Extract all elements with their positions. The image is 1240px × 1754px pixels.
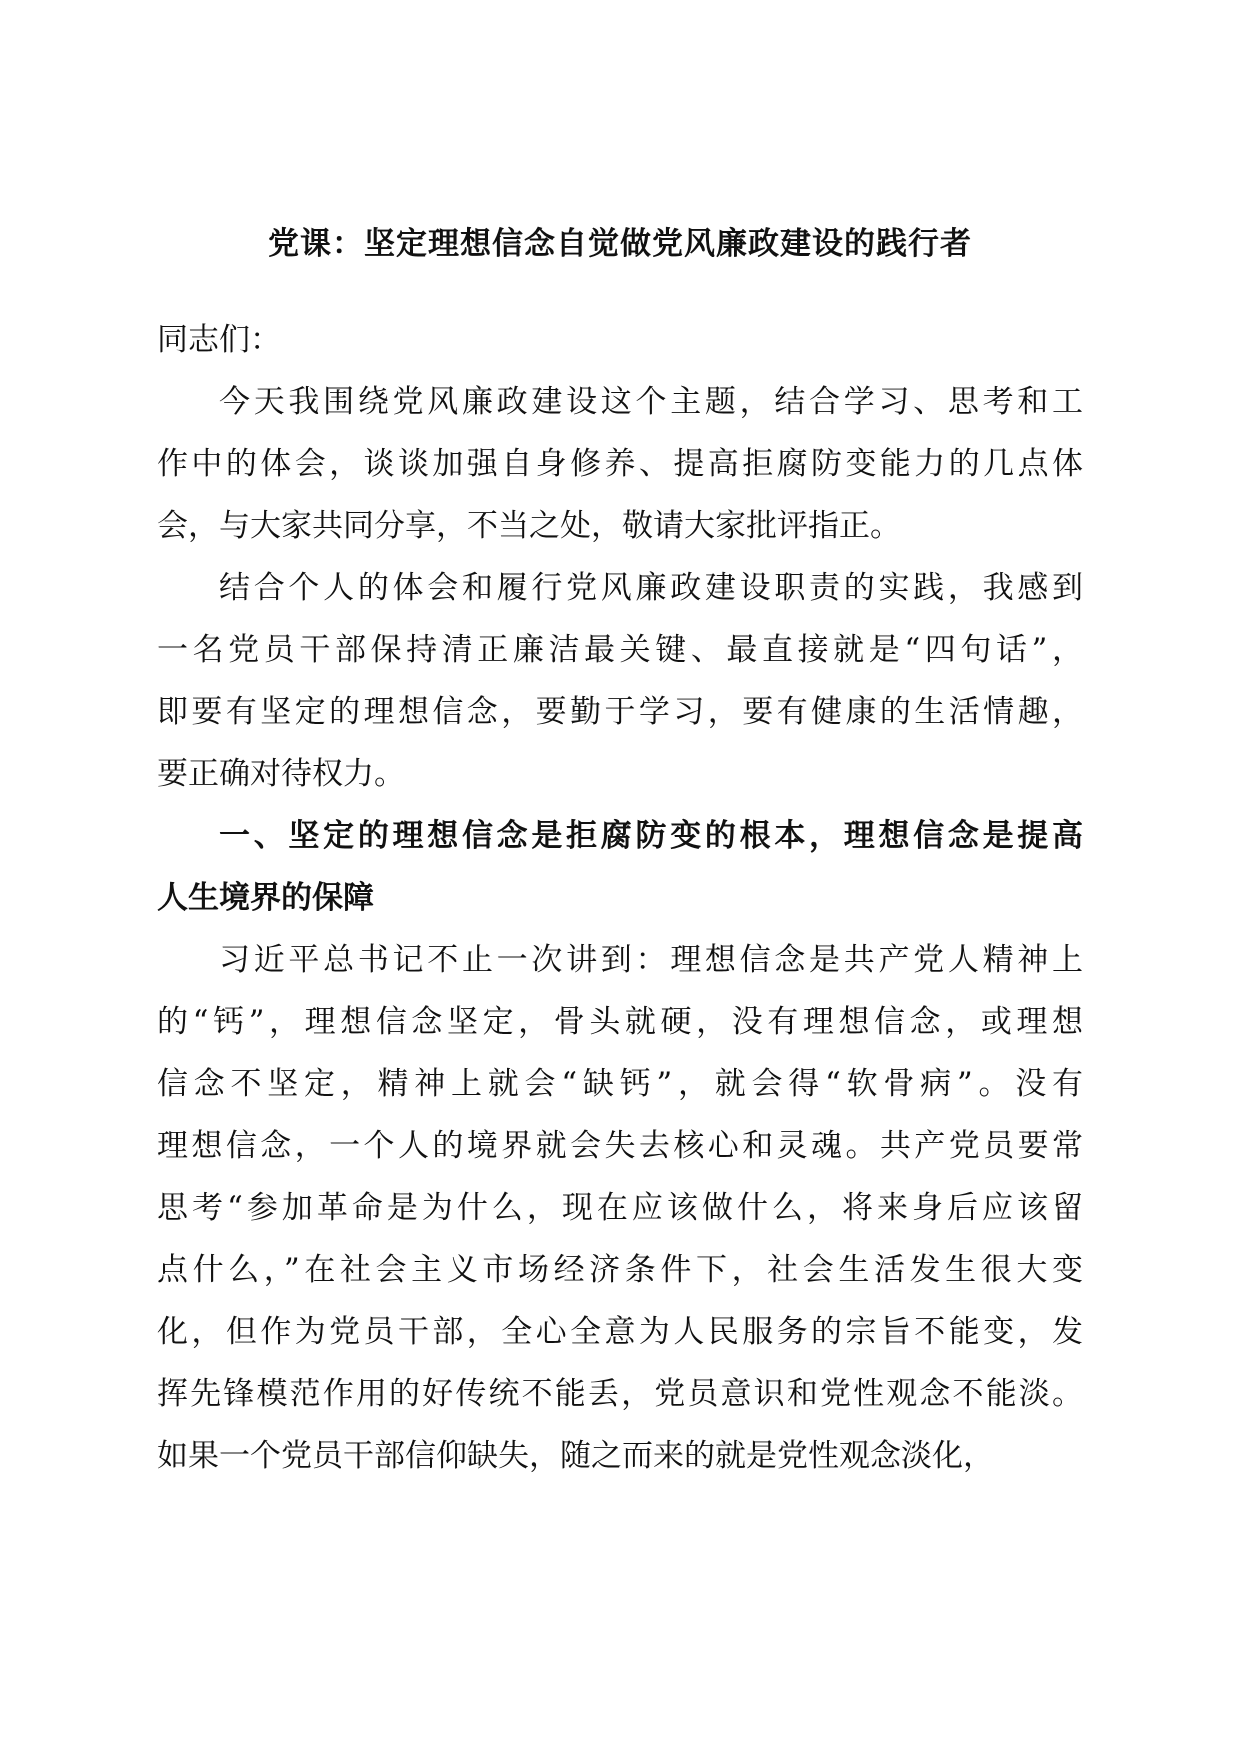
paragraph-line: 挥先锋模范作用的好传统不能丢，党员意识和党性观念不能淡。 [157, 1376, 1083, 1412]
paragraph-line: 要正确对待权力。 [157, 756, 405, 792]
section-heading-line: 人生境界的保障 [157, 880, 374, 916]
paragraph-line: 点什么，”在社会主义市场经济条件下，社会生活发生很大变 [157, 1252, 1083, 1288]
paragraph-line: 化，但作为党员干部，全心全意为人民服务的宗旨不能变，发 [157, 1314, 1083, 1350]
paragraph-line: 会，与大家共同分享，不当之处，敬请大家批评指正。 [157, 508, 901, 544]
paragraph-line: 作中的体会，谈谈加强自身修养、提高拒腐防变能力的几点体 [157, 446, 1083, 482]
paragraph-line: 如果一个党员干部信仰缺失，随之而来的就是党性观念淡化， [157, 1438, 994, 1474]
paragraph-line: 一名党员干部保持清正廉洁最关键、最直接就是“四句话”， [157, 632, 1083, 668]
document-title: 党课：坚定理想信念自觉做党风廉政建设的践行者 [268, 226, 972, 262]
paragraph-line: 理想信念，一个人的境界就会失去核心和灵魂。共产党员要常 [157, 1128, 1083, 1164]
paragraph-line: 思考“参加革命是为什么，现在应该做什么，将来身后应该留 [157, 1190, 1083, 1226]
paragraph-line: 的“钙”，理想信念坚定，骨头就硬，没有理想信念，或理想 [157, 1004, 1083, 1040]
paragraph-line: 信念不坚定，精神上就会“缺钙”，就会得“软骨病”。没有 [157, 1066, 1083, 1102]
paragraph-line: 今天我围绕党风廉政建设这个主题，结合学习、思考和工 [219, 384, 1083, 420]
paragraph-line: 习近平总书记不止一次讲到：理想信念是共产党人精神上 [219, 942, 1083, 978]
section-heading-line: 一、坚定的理想信念是拒腐防变的根本，理想信念是提高 [219, 818, 1083, 854]
paragraph-line: 即要有坚定的理想信念，要勤于学习，要有健康的生活情趣， [157, 694, 1083, 730]
salutation: 同志们： [157, 322, 281, 358]
paragraph-line: 结合个人的体会和履行党风廉政建设职责的实践，我感到 [219, 570, 1083, 606]
